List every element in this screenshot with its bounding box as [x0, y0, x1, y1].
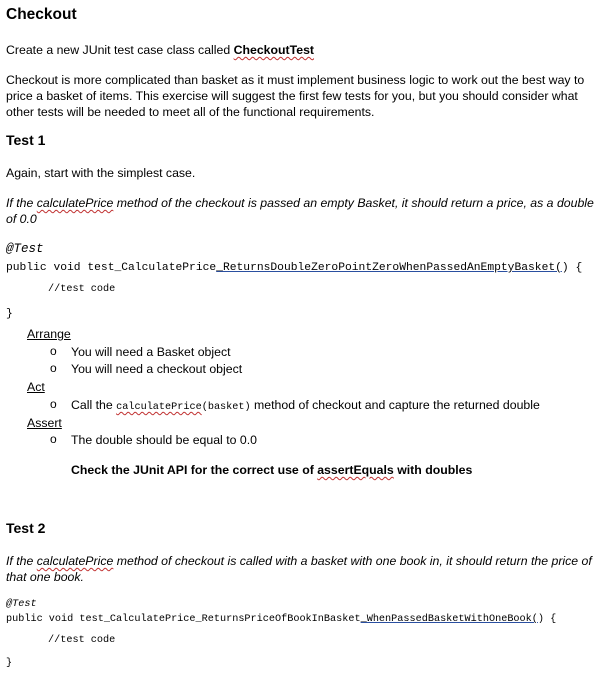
test2-closing-brace: } — [6, 658, 13, 669]
test2-signature-pre: public void test_CalculatePrice_ReturnsPriceOfBookInBasket — [6, 614, 361, 625]
test2-signature-link[interactable]: _WhenPassedBasketWithOneBook( — [360, 614, 538, 625]
intro-text: Create a new JUnit test case class called — [6, 43, 234, 57]
test2-spec-post: method of checkout is called with a basket with one book in, it should return the price of that one book. — [6, 554, 592, 584]
bullet-icon: o — [50, 361, 57, 375]
intro-paragraph — [6, 42, 314, 58]
assert-item: The double should be equal to 0.0 — [71, 433, 257, 447]
test2-spec-pre: If the — [6, 554, 37, 568]
act-pre: Call the — [71, 398, 117, 412]
test1-signature — [6, 262, 582, 274]
test2-spec-method: calculatePrice — [36, 554, 114, 568]
test1-signature-link[interactable]: _ReturnsDoubleZeroPointZeroWhenPassedAnEmptyBasket( — [216, 262, 562, 274]
test1-closing-brace: } — [6, 308, 13, 320]
assert-label: Assert — [27, 416, 62, 430]
test2-signature — [6, 614, 556, 625]
arrange-label: Arrange — [27, 327, 71, 341]
bullet-icon: o — [50, 432, 57, 446]
act-post: method of checkout and capture the returned double — [250, 398, 540, 412]
api-note-post: with doubles — [393, 463, 473, 477]
act-item — [71, 397, 540, 416]
arrange-item: You will need a Basket object — [71, 345, 231, 359]
test1-signature-post: ) { — [561, 262, 583, 274]
api-note — [71, 462, 472, 478]
test2-spec — [6, 553, 604, 585]
api-note-method: assertEquals — [317, 463, 394, 477]
test1-signature-pre: public void test_CalculatePrice — [6, 262, 217, 274]
arrange-item: You will need a checkout object — [71, 362, 243, 376]
act-method: calculatePrice — [116, 402, 202, 413]
test1-comment: //test code — [48, 284, 116, 295]
test1-simplest: Again, start with the simplest case. — [6, 166, 196, 180]
bullet-icon: o — [50, 344, 57, 358]
description-paragraph: Checkout is more complicated than basket as it must implement business logic to work out the best way to price a basket of items. This exercise will suggest the first few tests for you, but you should consider what other tests will be needed to meet all of the functional requirements. — [6, 73, 585, 119]
api-note-pre: Check the JUnit API for the correct use of — [71, 463, 318, 477]
test1-annotation: @Test — [6, 242, 44, 256]
bullet-icon: o — [50, 397, 57, 411]
test2-signature-post: ) { — [537, 614, 557, 625]
test1-spec — [6, 195, 604, 227]
act-arg: (basket) — [201, 402, 251, 413]
page-title: Checkout — [6, 6, 77, 23]
test2-annotation: @Test — [6, 599, 37, 610]
class-name: CheckoutTest — [233, 43, 315, 57]
test1-heading: Test 1 — [6, 132, 46, 148]
test2-comment: //test code — [48, 635, 116, 646]
test1-spec-method: calculatePrice — [36, 196, 114, 210]
act-label: Act — [27, 380, 45, 394]
test2-heading: Test 2 — [6, 520, 46, 536]
test1-spec-post: method of the checkout is passed an empty Basket, it should return a price, as a double of 0.0 — [6, 196, 594, 226]
test1-spec-pre: If the — [6, 196, 37, 210]
